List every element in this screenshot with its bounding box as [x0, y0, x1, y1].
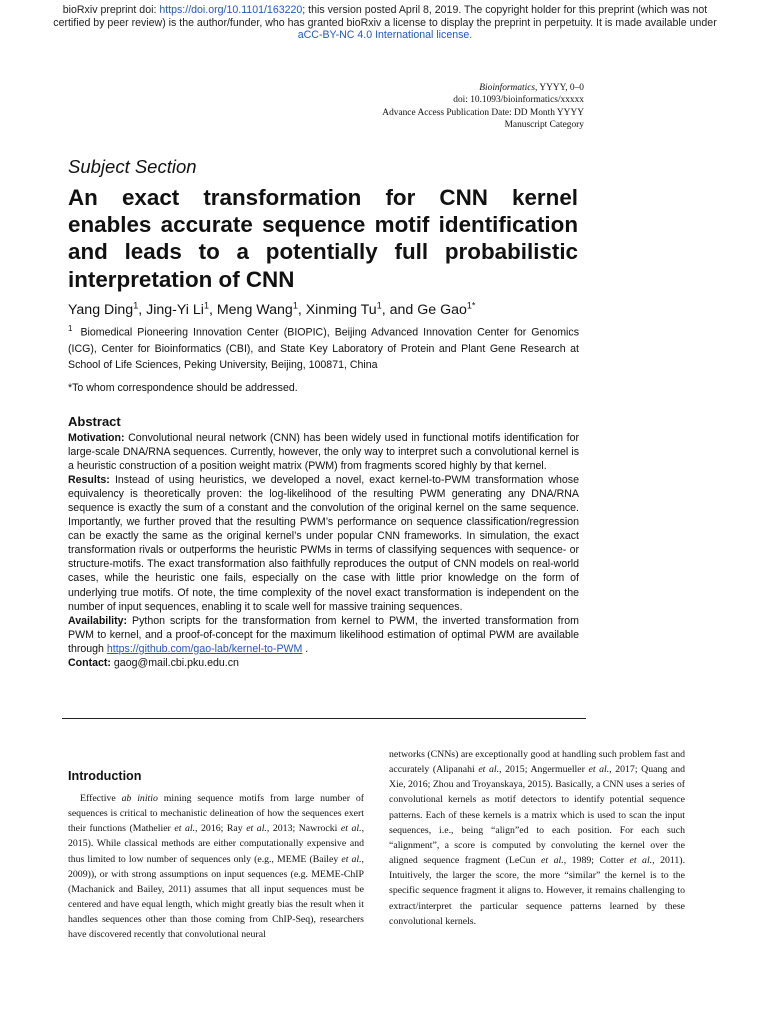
section-divider — [62, 718, 586, 719]
abstract-motivation: Motivation: Convolutional neural network (CNN) has been widely used in functional motifs identification for large-scale DNA/RNA sequences. Currently, however, the only way to interpret such a convolutional kernel is a heuristic construction of a position weight matrix (PWM) from fragments scored highly by that kernel. — [68, 432, 579, 473]
author: Ge Gao$^{1*}$ — [417, 300, 476, 318]
intro-left-column — [68, 768, 364, 943]
abstract-availability: Availability: Python scripts for the transformation from kernel to PWM, the inverted transformation from PWM to kernel, and a proof-of-concept for the maximum likelihood estimation of optimal PWM are available through https://github.com/gao-lab/kernel-to-PWM . — [68, 614, 579, 655]
author-list — [68, 296, 588, 319]
banner-line-3: aCC-BY-NC 4.0 International license. — [297, 29, 473, 41]
journal-advance: Advance Access Publication Date: DD Month YYYY — [382, 107, 584, 118]
banner-line-2: certified by peer review) is the author/funder, who has granted bioRxiv a license to display the preprint in perpetuity. It is made available under — [53, 16, 717, 29]
author: Jing-Yi Li$^1$, — [146, 300, 217, 318]
affiliation: $^1$ Biomedical Pioneering Innovation Center (BIOPIC), Beijing Advanced Innovation Center for Genomics (ICG), Center for Bioinformatics (CBI), and State Key Laboratory of Protein and Plant Gene Research at School of Life Sciences, Peking University, Beijing, 100871, China — [68, 324, 579, 371]
journal-name: Bioinformatics — [479, 83, 536, 93]
author: Xinming Tu$^1$, and — [305, 300, 418, 318]
doi-link[interactable]: https://doi.org/10.1101/163220 — [159, 4, 303, 16]
license-link[interactable]: CC-BY-NC 4.0 International license — [303, 29, 470, 41]
intro-paragraph-right: networks (CNNs) are exceptionally good at handling such problem fast and accurately (Alipanahi et al., 2015; Angermueller et al., 2017; Quang and Xie, 2016; Zhou and Troyanskaya, 2015). Basically, a CNN uses a series of convolutional kernels as motif detectors to identify potential sequence patterns. Each of these kernels is a matrix which is used to scan the input sequences, i.e., being “align”ed to each position. For each such “alignment”, a score is computed by convoluting the kernel over the aligned sequence fragment (LeCun et al., 1989; Cotter et al., 2011). Intuitively, the larger the score, the more “similar” the kernel is to the specific sequence fragment it aligns to. However, it remains challenging to extract/interpret the particular sequence patterns learned by these convolutional kernels. — [389, 749, 686, 927]
journal-info — [284, 82, 584, 131]
abstract — [68, 414, 579, 670]
intro-paragraph-left: Effective ab initio mining sequence motifs from large number of sequences is critical to mechanistic delineation of how the sequences exert their functions (Mathelier et al., 2016; Ray et al., 2013; Nawrocki et al., 2015). While classical methods are either computationally expensive and thus limited to low number of sequences only (e.g., MEME (Bailey et al., 2009)), or with strong assumptions on input sequences (e.g. MEME-ChIP (Machanick and Bailey, 2011) assumes that all input sequences must be centered and have equal length, which might greatly bias the result when it handles sequences other than those coming from ChIP-Seq), researchers have discovered recently that convolutional neural — [68, 793, 365, 941]
intro-right-column — [389, 747, 685, 929]
abstract-heading: Abstract — [68, 414, 121, 429]
intro-heading: Introduction — [68, 769, 142, 783]
banner-line-1: bioRxiv preprint doi: https://doi.org/10.1101/163220; this version posted April 8, 2019. The copyright holder for this preprint (which was not — [62, 4, 708, 16]
abstract-contact: Contact: gaog@mail.cbi.pku.edu.cn — [68, 656, 239, 669]
subject-section: Subject Section — [68, 156, 197, 177]
github-link[interactable]: https://github.com/gao-lab/kernel-to-PWM — [106, 642, 303, 655]
preprint-banner — [0, 4, 770, 42]
author: Yang Ding$^1$, — [68, 300, 147, 318]
correspondence-note: *To whom correspondence should be addressed. — [68, 382, 298, 394]
abstract-results: Results: Instead of using heuristics, we developed a novel, exact kernel-to-PWM transformation whose equivalency is theoretically proven: the log-likelihood of the resulting PWM generating any DNA/RNA sequence is exactly the sum of a constant and the convolution of the original kernel on the same sequence. Importantly, we further proved that the resulting PWM’s performance on sequence classification/regression can be exactly the same as the original kernel’s under popular CNN frameworks. In simulation, the exact transformation rivals or outperforms the heuristic PWMs in terms of classifying sequences with sequence- or structure-motifs. The exact transformation also faithfully reproduces the output of CNN models on real-world cases, while the heuristic one fails, especially on the case with little prior knowledge on the form of underlying true motifs. Of note, the time complexity of the novel exact transformation is independent on the number of input sequences, enabling it to scale well for massive training sequences. — [68, 474, 579, 613]
paper-title: An exact transformation for CNN kernel enables accurate sequence motif identification and leads to a potentially full probabilistic interpretation of CNN — [68, 185, 578, 292]
contact-email[interactable]: gaog@mail.cbi.pku.edu.cn — [110, 656, 239, 669]
author: Meng Wang$^1$, — [216, 300, 306, 318]
journal-category: Manuscript Category — [504, 119, 584, 130]
journal-name-line: Bioinformatics, YYYY, 0–0 — [479, 83, 584, 93]
journal-doi: doi: 10.1093/bioinformatics/xxxxx — [453, 95, 584, 106]
